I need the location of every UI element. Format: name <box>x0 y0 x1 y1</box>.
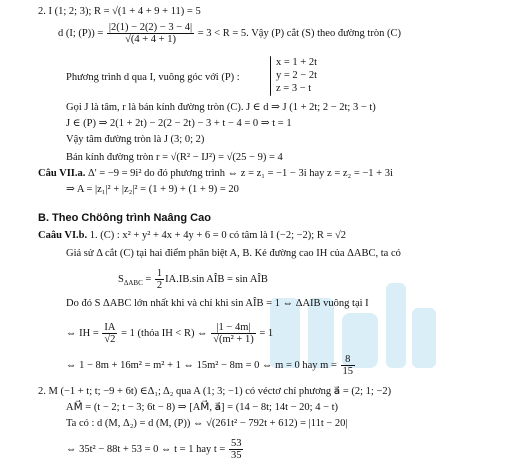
system-brace <box>270 56 271 96</box>
system-eq-1: x = 1 + 2t <box>276 57 318 68</box>
line-12: $S_{\Delta ABC}$ = $\frac{1}{2}$ IA.IB.sin AÎB = sin AÎB <box>118 268 268 291</box>
line-13: Do đó S ΔABC lớn nhất khi và chỉ khi sin AÎB = 1 ⇔ ΔAIB vuông tại I <box>66 298 369 309</box>
line-6: Vậy tâm đường tròn là J (3; 0; 2) <box>66 134 205 145</box>
line-3-label: Phương trình d qua I, vuông góc với (P) : <box>66 72 240 83</box>
line-17: AM⃗ = (t − 2; t − 3; 6t − 8) ⇒ [AM⃗, a⃗] = (14 − 8t; 14t − 20; 4 − t) <box>66 402 339 413</box>
line-18: Ta có : d (M, Δ₂) = d (M, (P)) ⇔ √(261t² − 792t + 612) = |11t − 20| <box>66 418 348 429</box>
line-8: Câu VII.a. Δ' = −9 = 9i² do đó phương trình ⇔ z = z₁ = −1 − 3i hay z = z₂ = −1 + 3i <box>38 168 393 179</box>
section-heading-b: B. Theo Chöông trình Naâng Cao <box>38 212 211 224</box>
line-19: ⇔ 35t² − 88t + 53 = 0 ⇔ t = 1 hay t = $\frac{53}{35}$ <box>66 438 242 461</box>
system-eq-3: z = 3 − t <box>276 83 312 94</box>
line-1: 2. I (1; 2; 3); R = √(1 + 4 + 9 + 11) = 5 <box>38 6 201 17</box>
line-15: ⇔ 1 − 8m + 16m² = m² + 1 ⇔ 15m² − 8m = 0 ⇔ m = 0 hay m = $\frac{8}{15}$ <box>66 354 354 377</box>
line-16: 2. M (−1 + t; t; −9 + 6t) ∈Δ₁; Δ₂ qua A (1; 3; −1) có véctơ chỉ phương a⃗ = (2; 1; −2) <box>38 386 392 397</box>
line-9: ⇒ A = |z₁|² + |z₂|² = (1 + 9) + (1 + 9) = 20 <box>66 184 239 195</box>
line-7: Bán kính đường tròn r = √(R² − IJ²) = √(25 − 9) = 4 <box>66 152 283 163</box>
line-10: Caâu VI.b. 1. (C) : x² + y² + 4x + 4y + 6 = 0 có tâm là I (−2; −2); R = √2 <box>38 230 347 241</box>
line-14: ⇔ IH = $\frac{IA}{√2}$ = 1 (thỏa IH < R) ⇔ $\frac{|1 - 4m|}{\text{√(m² + 1)}}$ = 1 <box>66 322 274 345</box>
line-11: Giả sử Δ cắt (C) tại hai điểm phân biệt A, B. Kẻ đường cao IH của ΔABC, ta có <box>66 248 401 259</box>
line-5: J ∈ (P) ⇒ 2(1 + 2t) − 2(2 − 2t) − 3 + t − 4 = 0 ⇒ t = 1 <box>66 118 292 129</box>
system-eq-2: y = 2 − 2t <box>276 70 318 81</box>
line-4: Gọi J là tâm, r là bán kính đường tròn (C). J ∈ d ⇒ J (1 + 2t; 2 − 2t; 3 − t) <box>66 102 376 113</box>
watermark-logo <box>270 278 438 396</box>
line-2: d (I; (P)) = $\frac{|2(1) - 2(2) - 3 - 4|}{√(4 + 4 + 1)}$ = 3 < R = 5. Vậy (P) cắt (S) theo đường tròn (C) <box>58 22 401 45</box>
